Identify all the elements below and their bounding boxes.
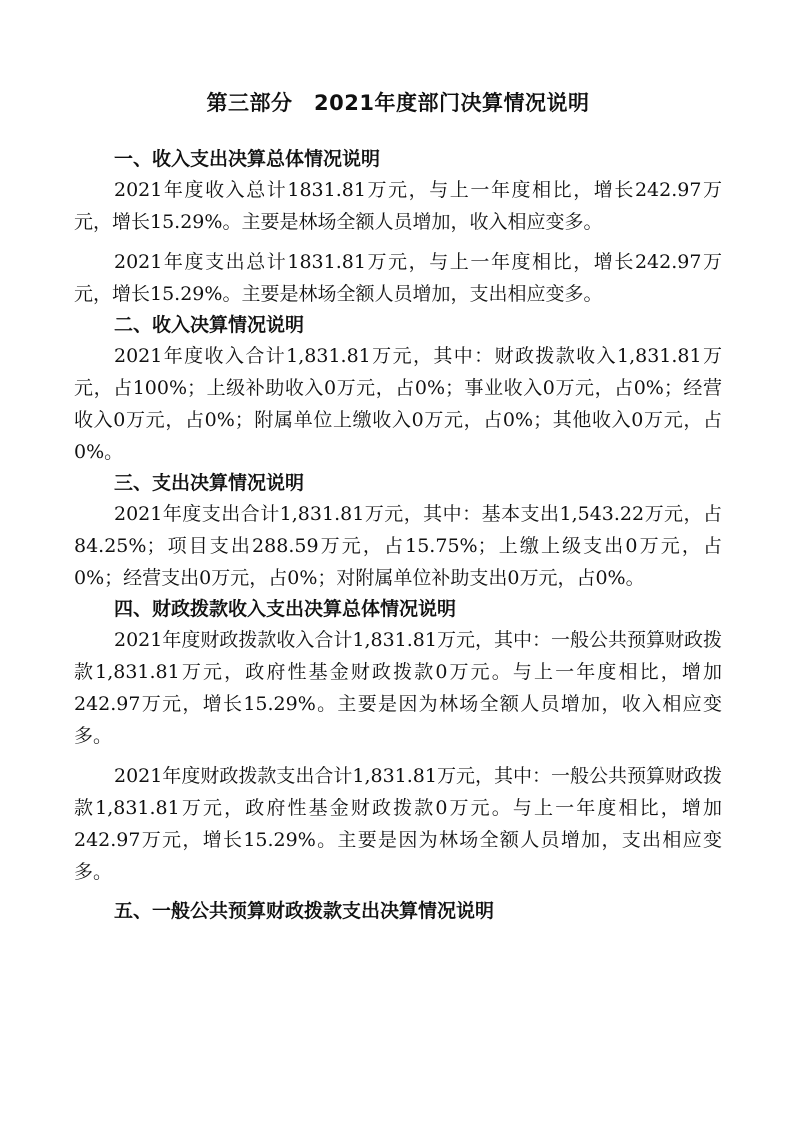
section-heading-3: 三、支出决算情况说明 bbox=[114, 472, 305, 494]
document-page bbox=[74, 88, 722, 926]
section-3-paragraph-1: 2021年度支出合计1,831.81万元，其中：基本支出1,543.22万元，占84.25%；项目支出288.59万元，占15.75%；上缴上级支出0万元，占0%；经营支出0万元，占0%；对附属单位补助支出0万元，占0%。 bbox=[74, 503, 722, 589]
section-1-paragraph-1: 2021年度收入总计1831.81万元，与上一年度相比，增长242.97万元，增长15.29%。主要是林场全额人员增加，收入相应变多。 bbox=[74, 179, 722, 233]
section-heading-5: 五、一般公共预算财政拨款支出决算情况说明 bbox=[114, 900, 495, 922]
section-heading-2: 二、收入决算情况说明 bbox=[114, 314, 305, 336]
section-4-paragraph-1: 2021年度财政拨款收入合计1,831.81万元，其中：一般公共预算财政拨款1,831.81万元，政府性基金财政拨款0万元。与上一年度相比，增加242.97万元，增长15.29%。主要是因为林场全额人员增加，收入相应变多。 bbox=[74, 629, 722, 747]
section-2-paragraph-1: 2021年度收入合计1,831.81万元，其中：财政拨款收入1,831.81万元，占100%；上级补助收入0万元，占0%；事业收入0万元，占0%；经营收入0万元，占0%；附属单位上缴收入0万元，占0%；其他收入0万元，占0%。 bbox=[74, 345, 722, 463]
section-4-paragraph-2: 2021年度财政拨款支出合计1,831.81万元，其中：一般公共预算财政拨款1,831.81万元，政府性基金财政拨款0万元。与上一年度相比，增加242.97万元，增长15.29%。主要是因为林场全额人员增加，支出相应变多。 bbox=[74, 765, 722, 883]
section-heading-4: 四、财政拨款收入支出决算总体情况说明 bbox=[114, 598, 457, 620]
section-1-paragraph-2: 2021年度支出总计1831.81万元，与上一年度相比，增长242.97万元，增长15.29%。主要是林场全额人员增加，支出相应变多。 bbox=[74, 251, 722, 305]
section-heading-1: 一、收入支出决算总体情况说明 bbox=[114, 148, 381, 170]
page-title: 第三部分 2021年度部门决算情况说明 bbox=[206, 91, 590, 115]
